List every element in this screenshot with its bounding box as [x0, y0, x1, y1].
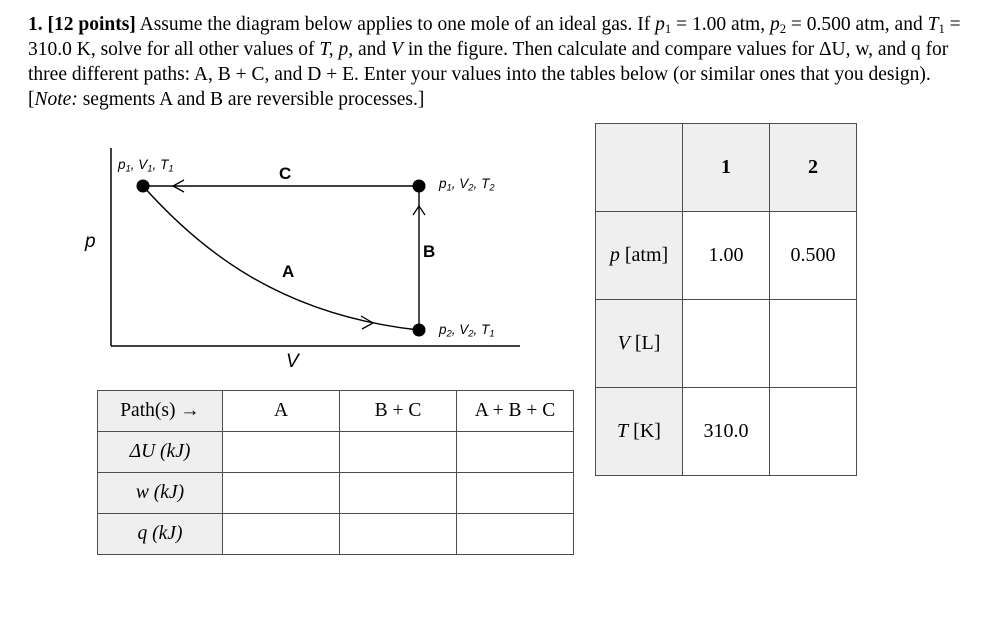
T1-value: = 310.0 K, solve for all other values of: [28, 14, 961, 60]
path-cell[interactable]: [340, 514, 457, 555]
state-table-corner: [596, 124, 683, 212]
problem-statement: 1. [12 points] Assume the diagram below applies to one mole of an ideal gas. If $p_1 = 1.00$ atm, $p_2 = 0.500$ atm, and $T_1 = 310.0$ K, solve for all other values of T, p, and V in the figure. Then calculate and compare values for ΔU, w, and q for three different paths: A, B + C, and D + E. Enter your values into the tables below (or similar ones that you design). [Note: segments A and B are reversible processes.]: [28, 14, 961, 110]
var-T1: T: [927, 14, 939, 35]
path-row-label: q (kJ): [98, 514, 223, 555]
var-p1: p: [655, 14, 665, 35]
path-column-A-B-C: A + B + C: [457, 391, 574, 432]
y-axis-label: p: [85, 231, 96, 252]
state-1-label: $p_1$, $V_1$, $T_1$: [118, 157, 174, 175]
state-cell[interactable]: 0.500: [770, 212, 857, 300]
p2-value: = 0.500 atm, and: [786, 14, 928, 35]
state-cell[interactable]: [770, 300, 857, 388]
state-row-label: V [L]: [596, 300, 683, 388]
problem-text-2: in the figure. Then calculate and compare values for ΔU, w, and q for three different paths: A, B + C, and D + E. Enter your values into the tables below (or similar ones that you design). [: [28, 39, 949, 110]
state-2-point: [413, 180, 426, 193]
segment-A-curve: [143, 186, 419, 330]
segment-A-arrowhead: [361, 316, 373, 329]
state-2-label: $p_1$, $V_2$, $T_2$: [439, 176, 495, 194]
segment-C-label: C: [279, 164, 292, 183]
path-row-label: ΔU (kJ): [98, 432, 223, 473]
path-column-A: A: [223, 391, 340, 432]
path-row-dU: [98, 432, 574, 473]
var-p2: p: [769, 14, 780, 35]
path-cell[interactable]: [457, 432, 574, 473]
state-table: [595, 123, 857, 476]
state-row-label: T [K]: [596, 388, 683, 476]
path-table: [97, 390, 574, 555]
and-text: and: [353, 39, 392, 60]
state-row-V: [596, 300, 857, 388]
state-cell[interactable]: 310.0: [683, 388, 770, 476]
path-cell[interactable]: [340, 432, 457, 473]
var-V: V: [391, 39, 403, 60]
path-cell[interactable]: [457, 514, 574, 555]
problem-text: Assume the diagram below applies to one mole of an ideal gas. If: [135, 14, 656, 35]
state-row-label: p [atm]: [596, 212, 683, 300]
path-cell[interactable]: [340, 473, 457, 514]
note-text: segments A and B are reversible processes.]: [77, 89, 425, 110]
note-label: Note:: [34, 89, 78, 110]
state-3-point: [413, 324, 426, 337]
state-cell[interactable]: [770, 388, 857, 476]
state-cell[interactable]: 1.00: [683, 212, 770, 300]
pv-diagram: [80, 140, 540, 380]
x-axis-label: V: [286, 351, 299, 372]
state-cell[interactable]: [683, 300, 770, 388]
state-table-header: [596, 124, 857, 212]
state-row-p: [596, 212, 857, 300]
state-column-1: 1: [683, 124, 770, 212]
path-row-q: [98, 514, 574, 555]
path-row-label: w (kJ): [98, 473, 223, 514]
segment-B-label: B: [423, 242, 436, 261]
path-table-header: [98, 391, 574, 432]
path-cell[interactable]: [223, 514, 340, 555]
var-list: T, p,: [319, 39, 354, 60]
state-column-2: 2: [770, 124, 857, 212]
state-1-point: [137, 180, 150, 193]
path-row-w: [98, 473, 574, 514]
path-cell[interactable]: [223, 473, 340, 514]
segment-A-label: A: [282, 262, 295, 281]
path-cell[interactable]: [223, 432, 340, 473]
path-cell[interactable]: [457, 473, 574, 514]
problem-points: [12 points]: [47, 14, 136, 35]
problem-number: 1.: [28, 14, 43, 35]
path-column-B-C: B + C: [340, 391, 457, 432]
p1-value: = 1.00 atm,: [671, 14, 770, 35]
path-header-label: Path(s) →: [98, 391, 223, 432]
state-3-label: $p_2$, $V_2$, $T_1$: [439, 322, 495, 340]
state-row-T: [596, 388, 857, 476]
